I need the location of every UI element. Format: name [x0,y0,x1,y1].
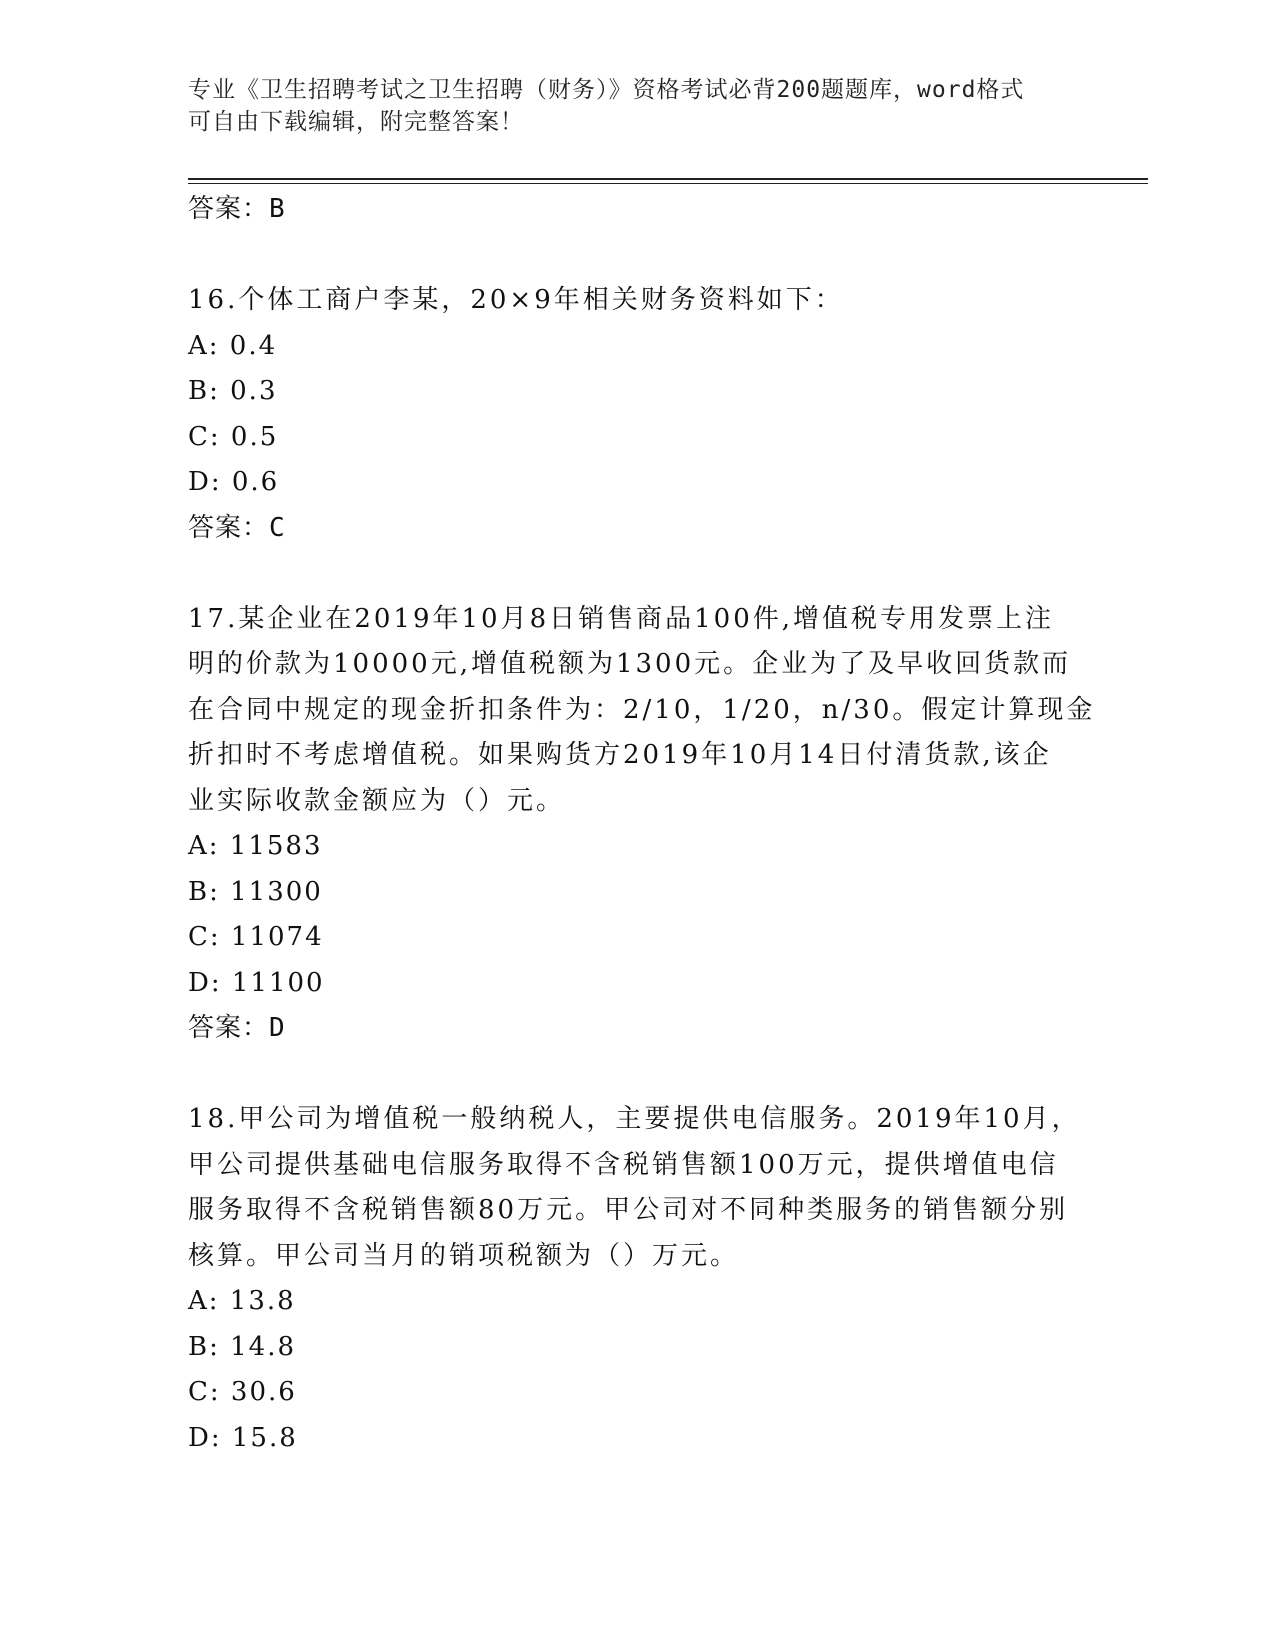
header-rule-thick [188,178,1148,180]
answer-line: 答案：D [188,1013,286,1043]
answer-line: 答案：B [188,194,286,224]
option-b: B: 14.8 [188,1331,297,1362]
option-d: D: 11100 [188,967,325,998]
option-c: C: 0.5 [188,421,279,452]
spacer [188,551,1088,597]
stem-line: 业实际收款金额应为（）元。 [188,785,566,816]
header-rule-thin [188,183,1148,184]
option-a: A: 0.4 [188,330,278,361]
question-stem [188,278,1088,324]
header-line-1: 专业《卫生招聘考试之卫生招聘（财务）》资格考试必背200题题库，word格式 [188,77,1025,103]
stem-line: 明的价款为10000元,增值税额为1300元。企业为了及早收回货款而 [188,649,1072,679]
answer-line: 答案：C [188,512,286,543]
stem-line: 17.某企业在2019年10月8日销售商品100件,增值税专用发票上注 [188,603,1055,634]
question-18 [188,1097,1088,1461]
question-stem [188,597,1096,825]
option-c: C: 30.6 [188,1377,297,1407]
stem-line: 折扣时不考虑增值税。如果购货方2019年10月14日付清货款,该企 [188,740,1052,770]
option-a: A: 13.8 [188,1286,296,1316]
question-16 [188,278,1088,551]
stem-line: 18.甲公司为增值税一般纳税人，主要提供电信服务。2019年10月， [188,1104,1081,1134]
header-line-2: 可自由下载编辑，附完整答案！ [188,109,524,135]
stem-line: 服务取得不含税销售额80万元。甲公司对不同种类服务的销售额分别 [188,1195,1069,1225]
option-b: B: 11300 [188,876,323,907]
stem-line: 在合同中规定的现金折扣条件为：2/10，1/20，n/30。假定计算现金 [188,694,1096,725]
option-d: D: 15.8 [188,1422,298,1453]
option-d: D: 0.6 [188,467,280,497]
document-body [188,187,1096,1461]
spacer [188,1051,1088,1097]
option-b: B: 0.3 [188,376,278,406]
question-stem [188,1097,1088,1279]
stem-line: 核算。甲公司当月的销项税额为（）万元。 [188,1240,740,1271]
stem-line: 16.个体工商户李某，20×9年相关财务资料如下： [188,285,844,315]
option-c: C: 11074 [188,922,324,952]
stem-line: 甲公司提供基础电信服务取得不含税销售额100万元，提供增值电信 [188,1149,1059,1180]
question-17 [188,597,1096,1052]
option-a: A: 11583 [188,831,323,861]
page-header [188,74,1088,138]
spacer [188,232,1088,278]
